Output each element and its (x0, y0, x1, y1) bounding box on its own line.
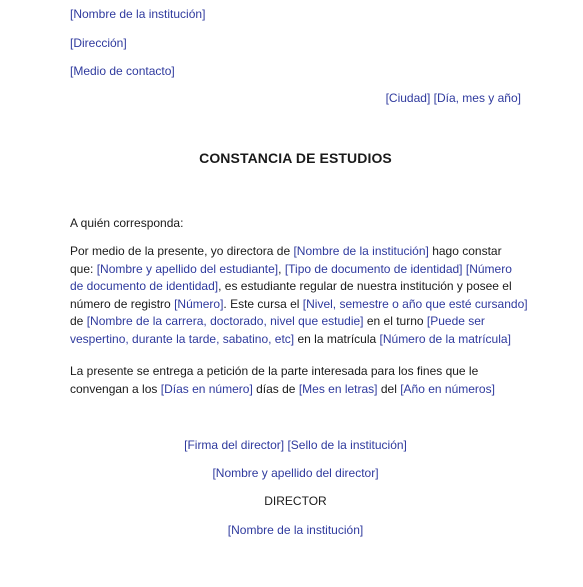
p1-text-8: en el turno (363, 314, 427, 329)
p1-placeholder-enrollment: [Número de la matrícula] (379, 331, 511, 346)
p2-placeholder-year: [Año en números] (400, 381, 495, 396)
header-institution: [Nombre de la institución] (70, 7, 206, 21)
document-title: CONSTANCIA DE ESTUDIOS (199, 150, 392, 166)
p1-text-3: , (278, 261, 285, 276)
header-address: [Dirección] (70, 36, 127, 50)
p2-text-2: días de (252, 381, 299, 396)
p1-text-9: en la matrícula (294, 331, 380, 346)
p2-text-3: del (377, 381, 401, 396)
body-paragraph-1 (70, 243, 528, 349)
p1-text-2: hago constar que: (70, 244, 502, 276)
signature-institution: [Nombre de la institución] (227, 523, 364, 537)
p1-text-6: . Este cursa el (223, 296, 303, 311)
signature-seal: [Firma del director] [Sello de la institución] (184, 438, 407, 452)
p1-placeholder-student-name: [Nombre y apellido del estudiante] (96, 261, 279, 276)
p2-placeholder-days: [Días en número] (160, 381, 253, 396)
p1-placeholder-id-type: [Tipo de documento de identidad] (284, 261, 463, 276)
p1-placeholder-shift: [Puede ser vespertino, durante la tarde, sabatino, etc] (70, 314, 485, 346)
p1-placeholder-institution: [Nombre de la institución] (293, 244, 429, 258)
p2-text-1: La presente se entrega a petición de la parte interesada para los fines que le convengan a los (70, 364, 479, 396)
p1-text-7: de (70, 314, 87, 329)
greeting: A quién corresponda: (70, 216, 184, 230)
place-date: [Ciudad] [Día, mes y año] (385, 91, 521, 105)
p1-text-5: , es estudiante regular de nuestra institución y posee el número de registro (70, 279, 512, 311)
director-role: DIRECTOR (264, 494, 327, 508)
p1-placeholder-registry-number: [Número] (174, 296, 224, 311)
header-contact: [Medio de contacto] (70, 64, 175, 78)
p1-placeholder-id-number: [Número de documento de identidad] (70, 261, 512, 294)
p1-text-1: Por medio de la presente, yo directora de (70, 244, 294, 258)
p1-placeholder-level: [Nivel, semestre o año que esté cursando] (302, 296, 528, 311)
p1-placeholder-career: [Nombre de la carrera, doctorado, nivel que estudie] (86, 314, 364, 329)
director-name: [Nombre y apellido del director] (212, 466, 379, 480)
p2-placeholder-month: [Mes en letras] (298, 381, 378, 396)
body-paragraph-2 (70, 363, 528, 398)
